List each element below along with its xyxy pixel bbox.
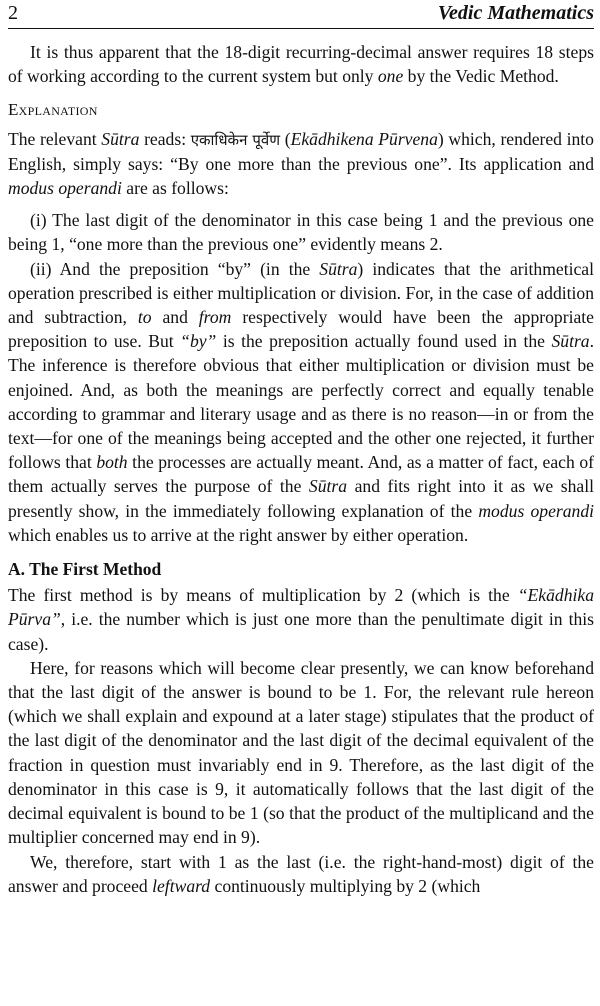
- paragraph-sutra: The relevant Sūtra reads: एकाधिकेन पूर्वेण (Ekādhikena Pūrvena) which, rendered into English, simply says: “By one more than the previous one”. Its application and modus operandi are as follows:: [8, 128, 594, 199]
- page-header: [8, 2, 594, 29]
- paragraph-intro: It is thus apparent that the 18-digit recurring-decimal answer requires 18 steps of working according to the current system but only one by the Vedic Method.: [8, 42, 594, 87]
- page-body: [8, 40, 594, 898]
- devanagari-sutra: एकाधिकेन पूर्वेण: [190, 130, 281, 149]
- paragraph-first-method: The first method is by means of multiplication by 2 (which is the “Ekādhika Pūrva”, i.e. the number which is just one more than the penultimate digit in this case).: [8, 585, 594, 654]
- item-label: (ii): [30, 258, 52, 279]
- paragraph-last-digit: Here, for reasons which will become clear presently, we can know beforehand that the last digit of the answer is bound to be 1. For, the relevant rule hereon (which we shall explain and expound at a later stage) stipulates that the product of the last digit of the denominator and the last digit of the decimal equivalent of the fraction in question must invariably end in 9. Therefore, as the last digit of the denominator in this case is 9, it automatically follows that the last digit of the decimal equivalent is bound to be 1 (so that the product of the multiplicand and the multiplier concerned may end in 9).: [8, 657, 594, 848]
- list-item-i: (i) The last digit of the denominator in this case being 1 and the previous one being 1, “one more than the previous one” evidently means 2.: [8, 210, 594, 255]
- page-number: 2: [8, 2, 18, 24]
- item-label: (i): [30, 210, 47, 231]
- list-item-ii: (ii) And the preposition “by” (in the Sūtra) indicates that the arithmetical operation prescribed is either multiplication or division. For, in the case of addition and subtraction, to and from respectively would have been the appropriate preposition to use. But “by” is the preposition actually found used in the Sūtra. The inference is therefore obvious that either multiplication or division must be enjoined. And, as both the meanings are perfectly correct and equally tenable according to grammar and literary usage and as there is no reason—in or from the text—for one of the meanings being accepted and the other one rejected, it further follows that both the processes are actually meant. And, as a matter of fact, each of them actually serves the purpose of the Sūtra and fits right into it as we shall presently show, in the immediately following explanation of the modus operandi which enables us to arrive at the right answer by either operation.: [8, 258, 595, 545]
- paragraph-start: We, therefore, start with 1 as the last (i.e. the right-hand-most) digit of the answer and proceed leftward continuously multiplying by 2 (which: [8, 851, 594, 896]
- running-title: Vedic Mathematics: [437, 2, 594, 24]
- first-method-heading: A. The First Method: [8, 559, 162, 580]
- explanation-heading: Explanation: [8, 100, 98, 120]
